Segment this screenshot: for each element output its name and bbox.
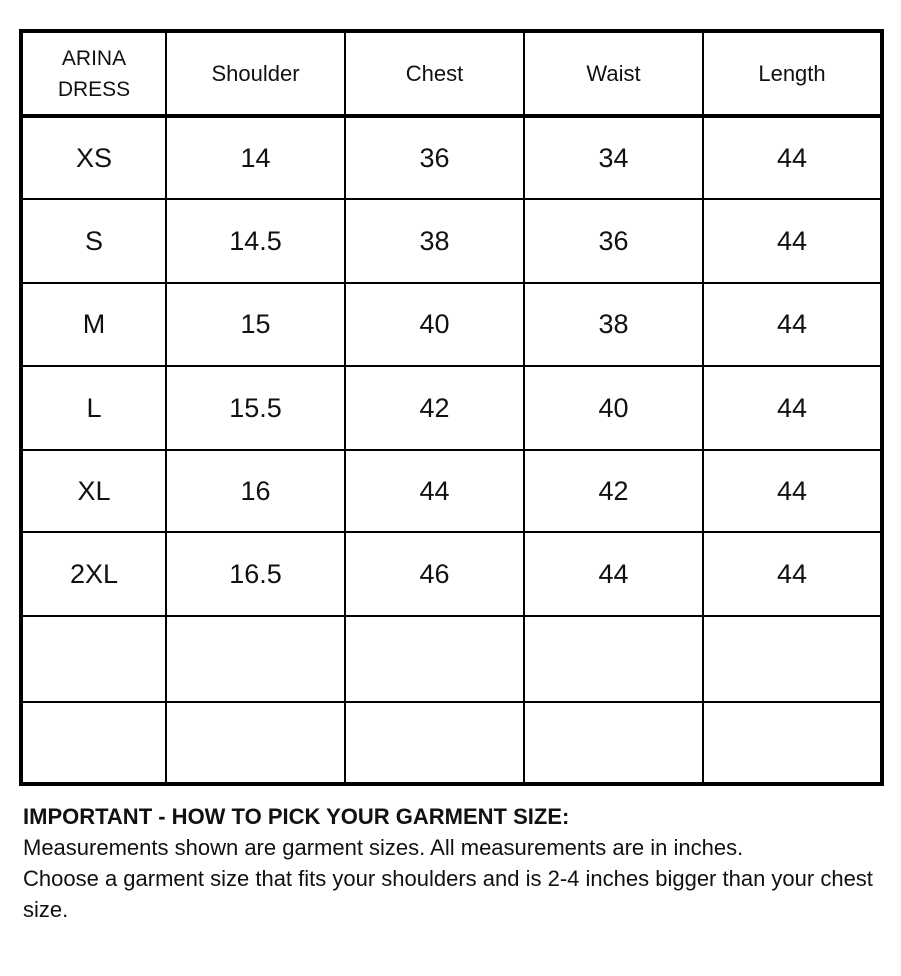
chest-cell: [345, 702, 524, 783]
waist-cell: 44: [524, 532, 703, 616]
length-cell: [703, 616, 880, 702]
waist-cell: [524, 616, 703, 702]
table-row: [23, 532, 880, 616]
chest-cell: 40: [345, 283, 524, 366]
table-row: [23, 283, 880, 366]
size-guide-notes: [23, 801, 883, 925]
shoulder-cell: [166, 616, 345, 702]
header-row: [23, 33, 880, 116]
size-chart-table-frame: [19, 29, 884, 786]
waist-cell: 36: [524, 199, 703, 283]
product-name-line-1: ARINA: [61, 46, 127, 70]
header-shoulder: Shoulder: [166, 33, 345, 116]
size-cell: XL: [23, 450, 166, 532]
table-row: [23, 116, 880, 199]
length-cell: 44: [703, 283, 880, 366]
length-cell: 44: [703, 532, 880, 616]
waist-cell: 40: [524, 366, 703, 450]
length-cell: [703, 702, 880, 783]
chest-cell: 46: [345, 532, 524, 616]
notes-line-1: Measurements shown are garment sizes. All measurements are in inches.: [23, 835, 744, 860]
size-cell: L: [23, 366, 166, 450]
length-cell: 44: [703, 116, 880, 199]
chest-cell: 42: [345, 366, 524, 450]
shoulder-cell: [166, 702, 345, 783]
table-row: [23, 450, 880, 532]
length-cell: 44: [703, 199, 880, 283]
header-length: Length: [703, 33, 880, 116]
chest-cell: 36: [345, 116, 524, 199]
header-waist: Waist: [524, 33, 703, 116]
shoulder-cell: 16: [166, 450, 345, 532]
waist-cell: [524, 702, 703, 783]
length-cell: 44: [703, 450, 880, 532]
shoulder-cell: 14.5: [166, 199, 345, 283]
size-cell: 2XL: [23, 532, 166, 616]
table-row: [23, 702, 880, 783]
notes-line-2: Choose a garment size that fits your shoulders and is 2-4 inches bigger than your chest size.: [23, 866, 873, 922]
header-chest: Chest: [345, 33, 524, 116]
shoulder-cell: 15.5: [166, 366, 345, 450]
table-row: [23, 616, 880, 702]
size-cell: [23, 616, 166, 702]
product-name-cell: [23, 33, 166, 116]
waist-cell: 42: [524, 450, 703, 532]
shoulder-cell: 15: [166, 283, 345, 366]
chest-cell: 38: [345, 199, 524, 283]
chest-cell: [345, 616, 524, 702]
waist-cell: 34: [524, 116, 703, 199]
waist-cell: 38: [524, 283, 703, 366]
size-cell: S: [23, 199, 166, 283]
table-row: [23, 366, 880, 450]
size-cell: XS: [23, 116, 166, 199]
product-name-line-2: DRESS: [57, 77, 131, 101]
size-cell: [23, 702, 166, 783]
chest-cell: 44: [345, 450, 524, 532]
size-cell: M: [23, 283, 166, 366]
notes-heading: IMPORTANT - HOW TO PICK YOUR GARMENT SIZE:: [23, 804, 570, 829]
size-chart-table: [23, 33, 880, 783]
shoulder-cell: 16.5: [166, 532, 345, 616]
table-row: [23, 199, 880, 283]
length-cell: 44: [703, 366, 880, 450]
shoulder-cell: 14: [166, 116, 345, 199]
